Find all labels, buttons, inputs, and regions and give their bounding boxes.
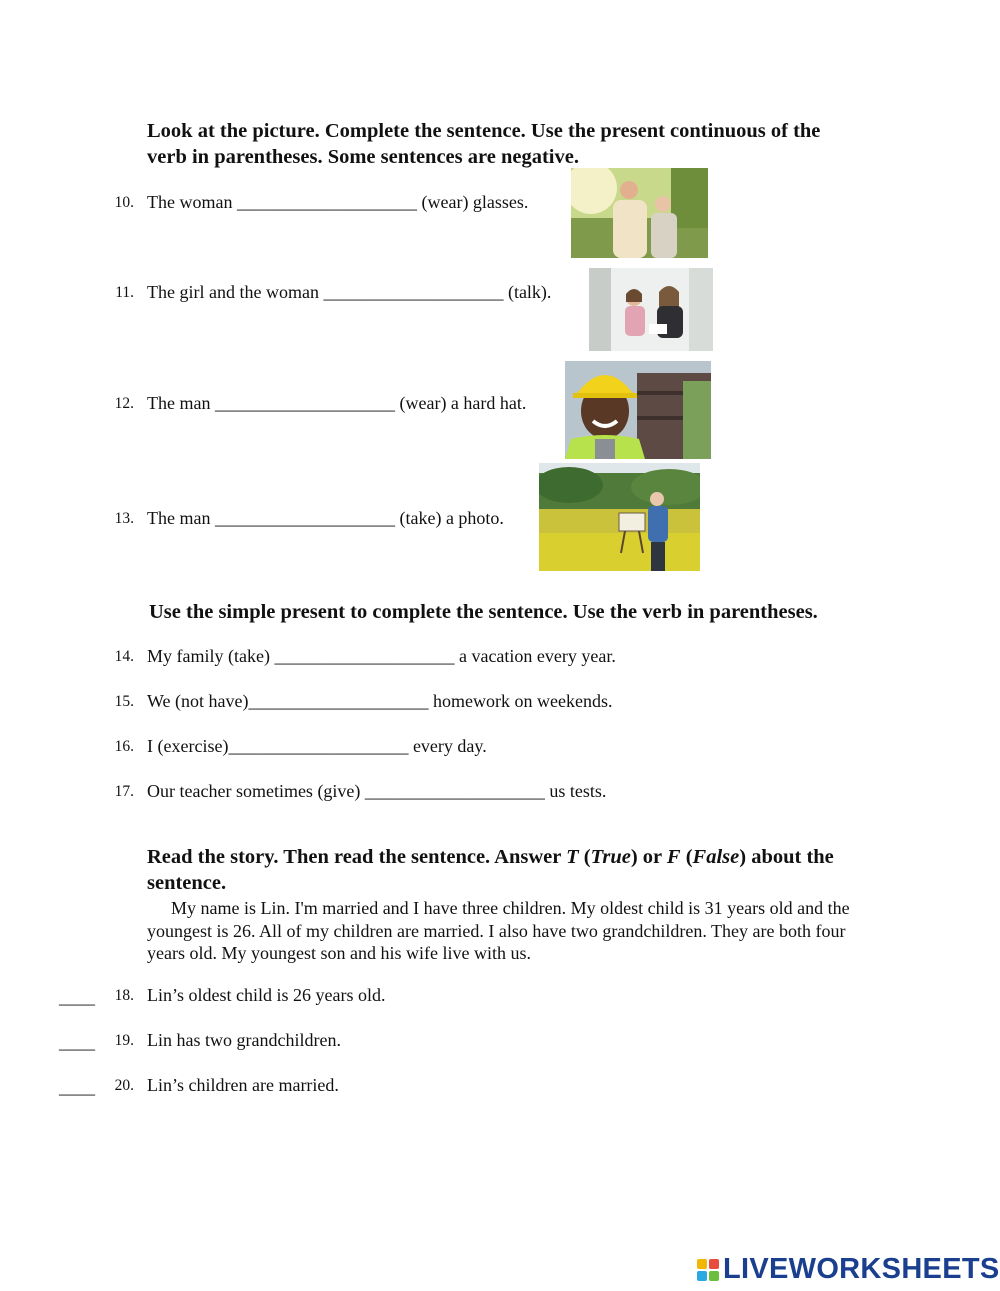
section2-instruction: Use the simple present to complete the sentence. Use the verb in parentheses.	[149, 601, 818, 623]
question-17-text: Our teacher sometimes (give) ____________________ us tests.	[147, 781, 607, 801]
story-line: My name is Lin. I'm married and I have three children. My oldest child is 31 years old and the	[171, 898, 850, 918]
story-line: years old. My youngest son and his wife live with us.	[147, 943, 531, 963]
question-12-text: The man ____________________ (wear) a hard hat.	[147, 393, 527, 413]
question-15-text: We (not have)____________________ homework on weekends.	[147, 691, 613, 711]
section3-instruction	[147, 844, 947, 896]
liveworksheets-brand	[697, 1253, 1000, 1286]
logo-square	[697, 1271, 707, 1281]
question-18-text: Lin’s oldest child is 26 years old.	[147, 985, 386, 1005]
answer-blank[interactable]: ____	[59, 1032, 95, 1052]
section3-instruction-line2: sentence.	[147, 872, 227, 894]
older-couple-walking-photo	[571, 168, 708, 258]
logo-square	[709, 1259, 719, 1269]
item-number: 19.	[114, 1032, 134, 1049]
item-number: 12.	[114, 395, 134, 412]
logo-square	[709, 1271, 719, 1281]
question-19-text: Lin has two grandchildren.	[147, 1030, 341, 1050]
story-paragraph	[147, 897, 927, 965]
question-13-text: The man ____________________ (take) a photo.	[147, 508, 504, 528]
section1-instruction-line2: verb in parentheses. Some sentences are negative.	[147, 146, 579, 168]
item-number: 18.	[114, 987, 134, 1004]
section3-instruction-line1: Read the story. Then read the sentence. Answer T (True) or F (False) about the	[147, 846, 834, 868]
smiling-worker-hard-hat-photo	[565, 361, 711, 459]
girl-and-woman-talking-photo	[589, 268, 713, 351]
item-number: 16.	[114, 738, 134, 755]
question-16-text: I (exercise)____________________ every day.	[147, 736, 487, 756]
section1-instruction	[147, 118, 947, 170]
item-number: 17.	[114, 783, 134, 800]
liveworksheets-wordmark: LIVEWORKSHEETS	[723, 1253, 1000, 1285]
question-14-text: My family (take) ____________________ a vacation every year.	[147, 646, 616, 666]
question-11-text: The girl and the woman ____________________ (talk).	[147, 282, 552, 302]
item-number: 13.	[114, 510, 134, 527]
answer-blank[interactable]: ____	[59, 987, 95, 1007]
item-number: 14.	[114, 648, 134, 665]
section1-instruction-line1: Look at the picture. Complete the sentence. Use the present continuous of the	[147, 120, 821, 142]
logo-square	[697, 1259, 707, 1269]
item-number: 11.	[115, 284, 134, 301]
item-number: 10.	[114, 194, 134, 211]
question-10-text: The woman ____________________ (wear) glasses.	[147, 192, 529, 212]
item-number: 20.	[114, 1077, 134, 1094]
man-painting-in-field-photo	[539, 463, 700, 571]
story-line: youngest is 26. All of my children are married. I also have two grandchildren. They are both four	[147, 920, 846, 941]
answer-blank[interactable]: ____	[59, 1077, 95, 1097]
liveworksheets-logo-icon	[697, 1259, 719, 1281]
item-number: 15.	[114, 693, 134, 710]
question-20-text: Lin’s children are married.	[147, 1075, 339, 1095]
